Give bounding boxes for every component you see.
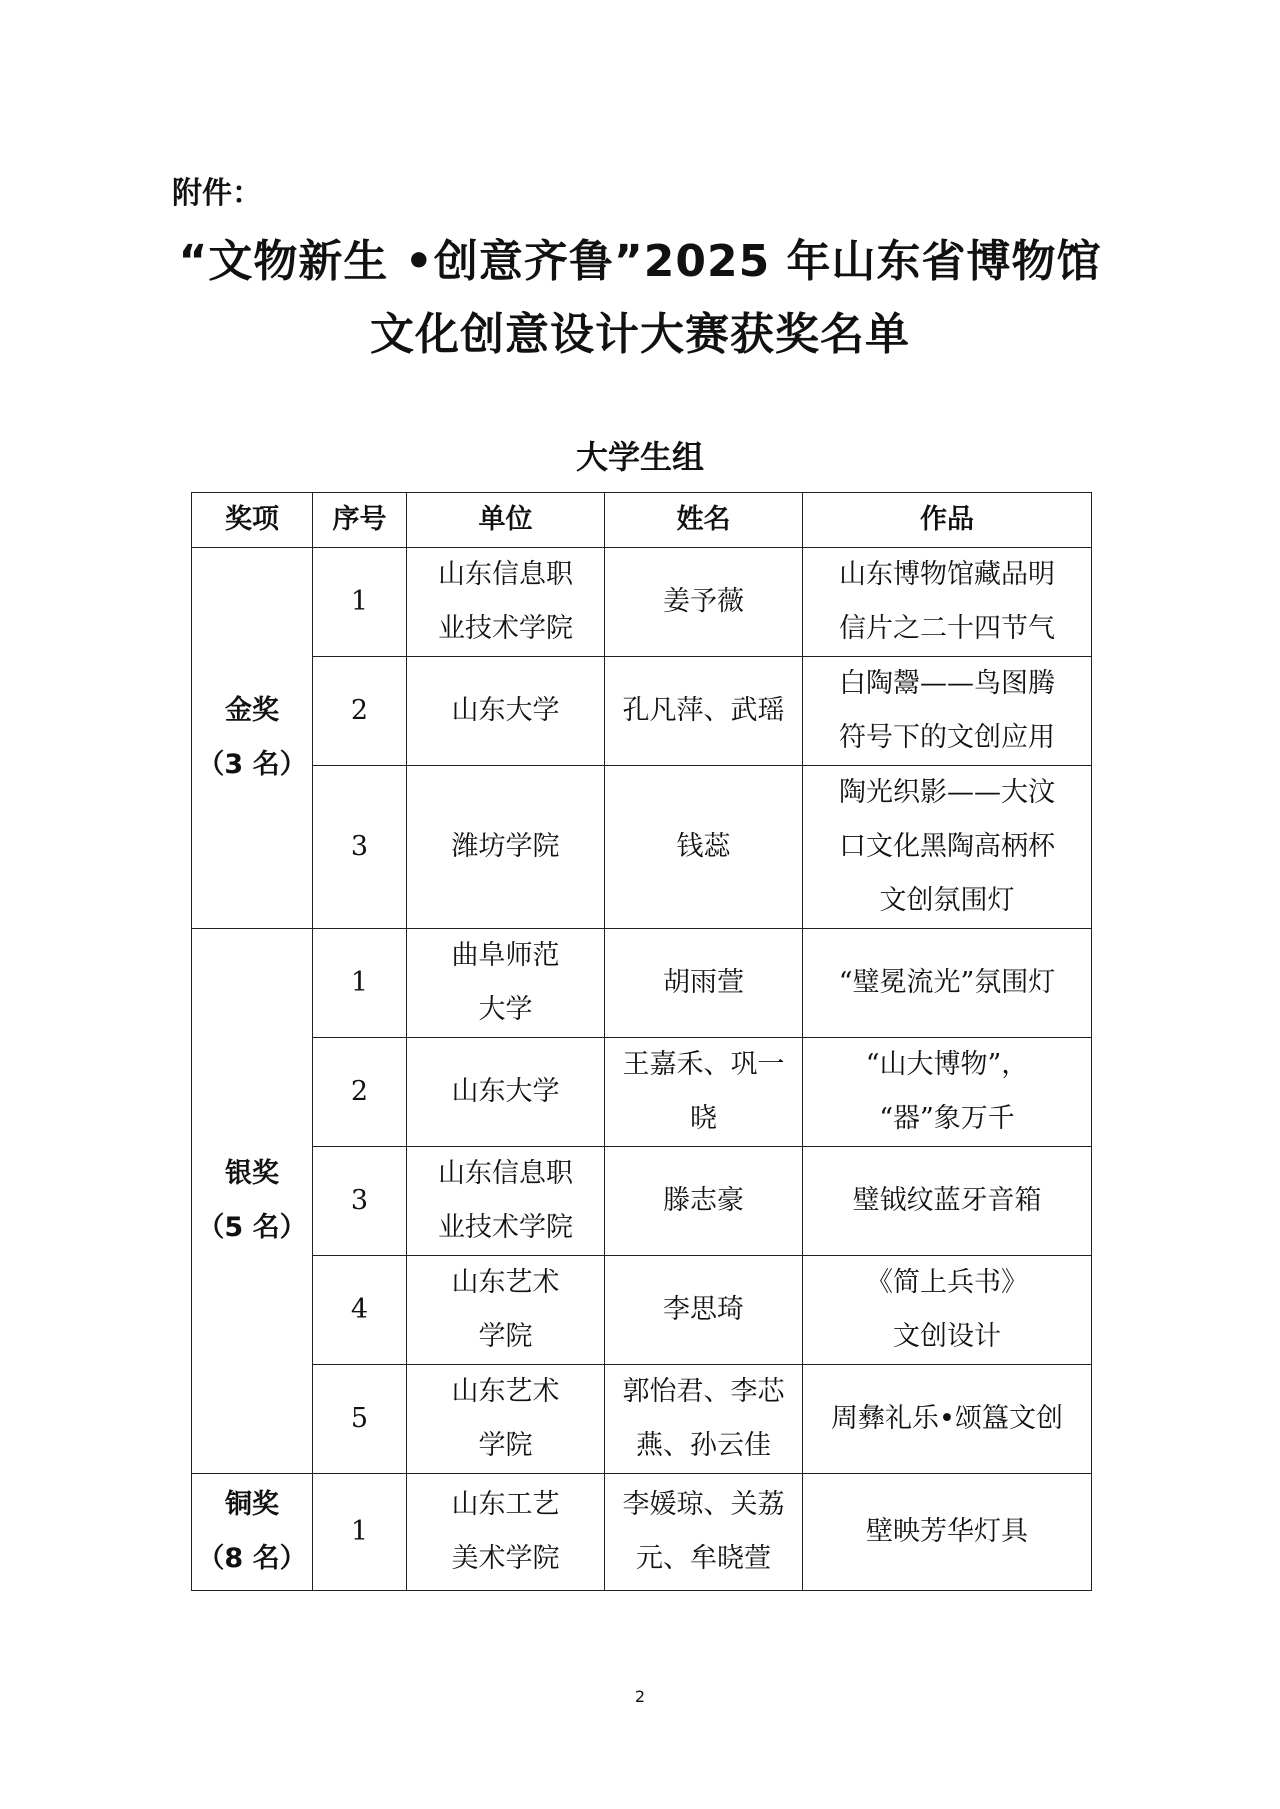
cell-line: 姜予薇 [663, 586, 744, 617]
cell-line: 李思琦 [663, 1294, 744, 1325]
cell-line: 学院 [478, 1321, 533, 1352]
header-name: 姓名 [605, 493, 803, 548]
cell-line: 符号下的文创应用 [839, 722, 1055, 753]
cell-line: （8 名） [197, 1543, 307, 1574]
name-cell [605, 1474, 803, 1591]
unit-cell [407, 1038, 605, 1147]
cell-line: 山东信息职 [438, 559, 573, 590]
cell-line: 滕志豪 [663, 1185, 744, 1216]
cell-line: 胡雨萱 [663, 967, 744, 998]
work-cell [803, 1474, 1092, 1591]
cell-line: 业技术学院 [438, 1212, 573, 1243]
cell-line: 铜奖 [225, 1489, 279, 1520]
name-cell [605, 657, 803, 766]
table-header-row [192, 493, 1092, 548]
table-row [192, 1474, 1092, 1591]
header-number: 序号 [313, 493, 407, 548]
number-cell: 3 [313, 766, 407, 929]
number-cell: 5 [313, 1365, 407, 1474]
cell-line: 文创氛围灯 [879, 885, 1015, 916]
cell-line: 晓 [690, 1103, 717, 1134]
document-title-line-1: “文物新生 •创意齐鲁”2025 年山东省博物馆 [178, 236, 1102, 287]
cell-line: “山大博物”， [865, 1049, 1029, 1080]
cell-line: （3 名） [197, 749, 307, 780]
cell-line: 山东大学 [451, 695, 560, 726]
header-award: 奖项 [192, 493, 313, 548]
cell-line: 《简上兵书》 [866, 1267, 1028, 1298]
attachment-label: 附件： [172, 176, 262, 211]
cell-line: 燕、孙云佳 [636, 1430, 771, 1461]
name-cell [605, 929, 803, 1038]
unit-cell [407, 766, 605, 929]
unit-cell [407, 1474, 605, 1591]
group-title: 大学生组 [575, 438, 704, 476]
work-cell [803, 1038, 1092, 1147]
work-cell [803, 1147, 1092, 1256]
cell-line: 山东信息职 [438, 1158, 573, 1189]
cell-line: 曲阜师范 [451, 940, 560, 971]
cell-line: 山东博物馆藏品明 [839, 559, 1055, 590]
name-cell [605, 548, 803, 657]
header-work: 作品 [803, 493, 1092, 548]
unit-cell [407, 929, 605, 1038]
unit-cell [407, 1147, 605, 1256]
number-cell: 1 [313, 929, 407, 1038]
cell-line: 王嘉禾、巩一 [622, 1049, 785, 1080]
number-cell: 1 [313, 1474, 407, 1591]
cell-line: 璧钺纹蓝牙音箱 [852, 1185, 1042, 1216]
cell-line: 李媛琼、关荔 [622, 1489, 785, 1520]
name-cell [605, 1147, 803, 1256]
unit-cell [407, 1365, 605, 1474]
number-cell: 2 [313, 1038, 407, 1147]
table-row [192, 766, 1092, 929]
cell-line: 元、牟晓萱 [636, 1543, 771, 1574]
table-row [192, 1147, 1092, 1256]
cell-line: 山东艺术 [451, 1376, 560, 1407]
cell-line: 业技术学院 [438, 613, 573, 644]
number-cell: 3 [313, 1147, 407, 1256]
unit-cell [407, 548, 605, 657]
cell-line: 白陶鬶——鸟图腾 [839, 668, 1055, 699]
work-cell [803, 1256, 1092, 1365]
cell-line: 大学 [478, 994, 533, 1025]
unit-cell [407, 657, 605, 766]
name-cell [605, 766, 803, 929]
cell-line: 文创设计 [893, 1321, 1001, 1352]
work-cell [803, 548, 1092, 657]
table-row [192, 1365, 1092, 1474]
page-number: 2 [634, 1687, 646, 1706]
award-level-cell [192, 1474, 313, 1591]
document-title-line-2: 文化创意设计大赛获奖名单 [370, 309, 910, 360]
cell-line: 孔凡萍、武瑶 [622, 695, 785, 726]
award-table [191, 492, 1092, 1591]
cell-line: “璧冕流光”氛围灯 [838, 967, 1056, 998]
cell-line: 山东工艺 [451, 1489, 560, 1520]
name-cell [605, 1365, 803, 1474]
number-cell: 1 [313, 548, 407, 657]
cell-line: 信片之二十四节气 [839, 613, 1055, 644]
table-row [192, 929, 1092, 1038]
award-level-cell [192, 548, 313, 929]
work-cell [803, 929, 1092, 1038]
cell-line: 陶光织影——大汶 [839, 777, 1055, 808]
cell-line: 钱蕊 [676, 831, 731, 862]
header-unit: 单位 [407, 493, 605, 548]
number-cell: 4 [313, 1256, 407, 1365]
cell-line: （5 名） [197, 1212, 307, 1243]
cell-line: 壁映芳华灯具 [866, 1516, 1028, 1547]
table-body [192, 548, 1092, 1591]
name-cell [605, 1038, 803, 1147]
work-cell [803, 766, 1092, 929]
cell-line: 山东大学 [451, 1076, 560, 1107]
cell-line: 山东艺术 [451, 1267, 560, 1298]
cell-line: 银奖 [225, 1158, 279, 1189]
table-row [192, 548, 1092, 657]
table-row [192, 657, 1092, 766]
cell-line: 口文化黑陶高柄杯 [839, 831, 1055, 862]
name-cell [605, 1256, 803, 1365]
table-row [192, 1256, 1092, 1365]
unit-cell [407, 1256, 605, 1365]
cell-line: 潍坊学院 [451, 831, 560, 862]
cell-line: 美术学院 [451, 1543, 560, 1574]
work-cell [803, 657, 1092, 766]
number-cell: 2 [313, 657, 407, 766]
work-cell [803, 1365, 1092, 1474]
cell-line: 周彝礼乐•颂簋文创 [831, 1403, 1063, 1434]
table-row [192, 1038, 1092, 1147]
award-level-cell [192, 929, 313, 1474]
cell-line: 金奖 [225, 695, 279, 726]
cell-line: 郭怡君、李芯 [622, 1376, 785, 1407]
cell-line: 学院 [478, 1430, 533, 1461]
cell-line: “器”象万千 [879, 1103, 1015, 1134]
